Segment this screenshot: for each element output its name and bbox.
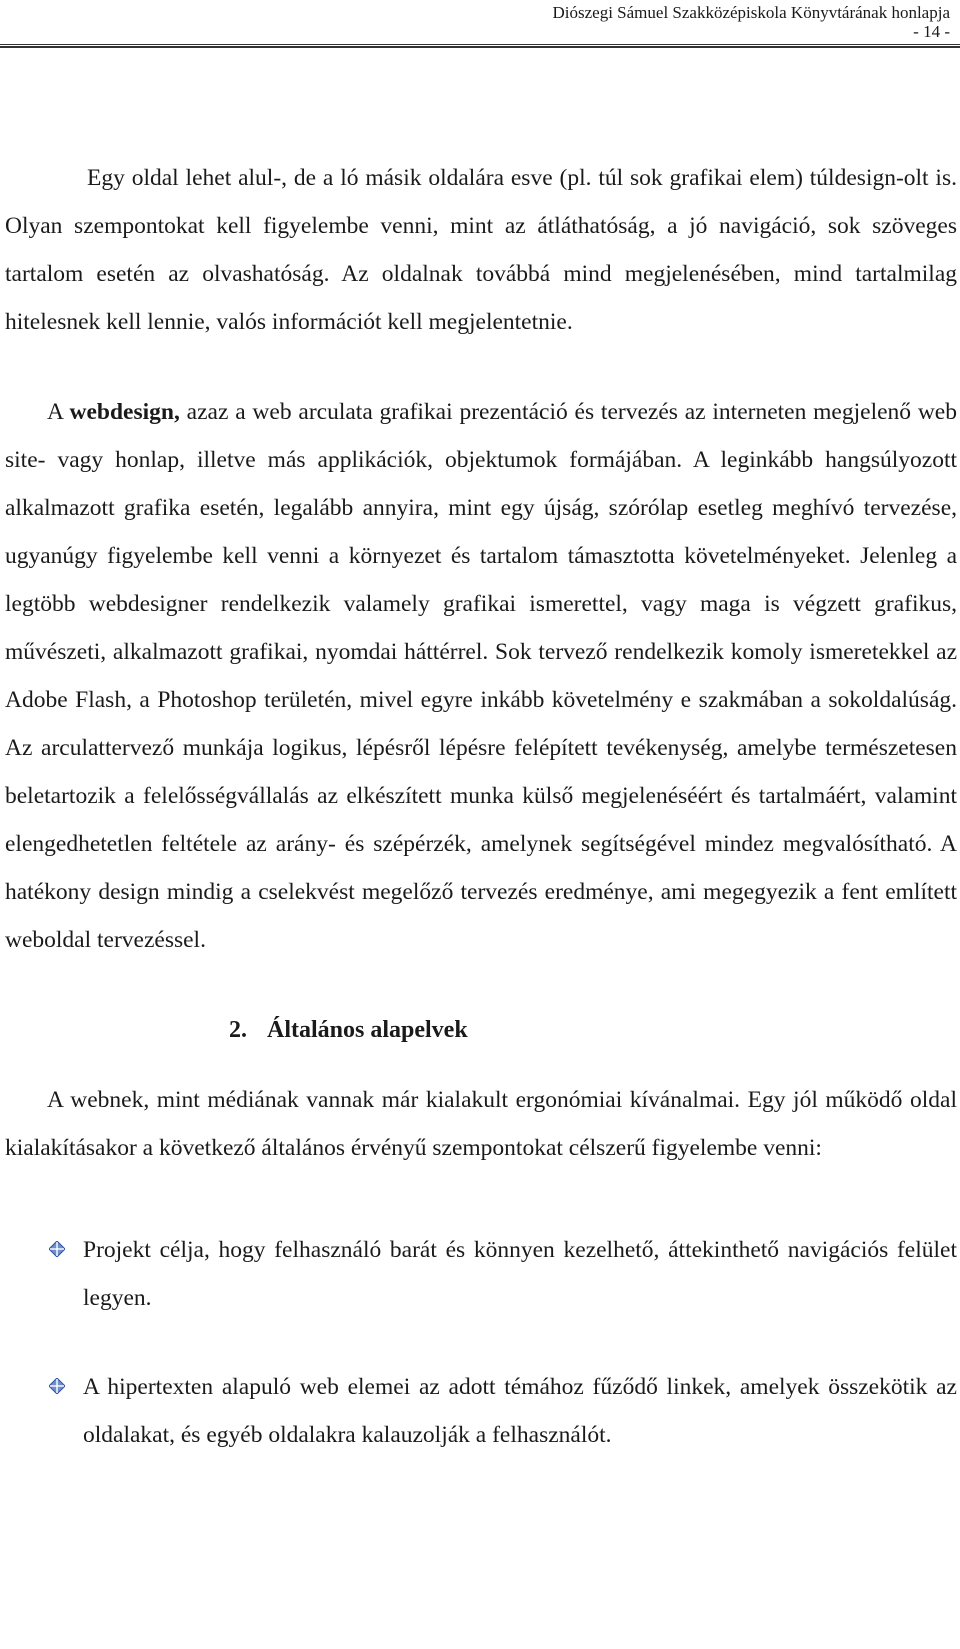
section-title: Általános alapelvek [267, 1017, 468, 1043]
page-header [0, 0, 960, 48]
paragraph-2 [5, 388, 957, 964]
page-number: - 14 - [913, 22, 950, 41]
paragraph-2-lead: A [47, 399, 70, 425]
paragraph-2-rest: azaz a web arculata grafikai prezentáció és tervezés az interneten megjelenő web site- vagy honlap, illetve más applikációk, objektumok formájában. A leginkább hangsúlyozott alkalmazott grafika esetén, legalább annyira, mint egy újság, szórólap esetleg meghívó tervezése, ugyanúgy figyelembe kell venni a környezet és tartalom támasztotta követelményeket. Jelenleg a legtöbb webdesigner rendelkezik valamely grafikai ismerettel, vagy maga is végzett grafikus, művészeti, alkalmazott grafikai, nyomdai háttérrel. Sok tervező rendelkezik komoly ismeretekkel az Adobe Flash, a Photoshop területén, mivel egyre inkább követelmény e szakmában a sokoldalúság. Az arculattervező munkája logikus, lépésről lépésre felépített tevékenység, amelybe természetesen beletartozik a felelősségvállalás az elkészített munka külső megjelenéséért és tartalmáért, valamint elengedhetetlen feltétele az arány- és szépérzék, amelynek segítségével mindez megvalósítható. A hatékony design mindig a cselekvést megelőző tervezés eredménye, ami megegyezik a fent említett weboldal tervezéssel. [5, 399, 957, 953]
paragraph-1: Egy oldal lehet alul-, de a ló másik oldalára esve (pl. túl sok grafikai elem) túldesign-olt is. Olyan szempontokat kell figyelembe venni, mint az átláthatóság, a jó navigáció, sok szöveges tartalom esetén az olvashatóság. Az oldalnak továbbá mind megjelenésében, mind tartalmilag hitelesnek kell lennie, valós információt kell megjelentetnie. [5, 165, 957, 335]
list-item-text: A hipertexten alapuló web elemei az adott témához fűződő linkek, amelyek összekötik az oldalakat, és egyéb oldalakra kalauzolják a felhasználót. [83, 1374, 957, 1448]
section-heading [5, 1012, 957, 1048]
list-item [5, 1226, 957, 1322]
header-title: Diószegi Sámuel Szakközépiskola Könyvtárának honlapja [552, 3, 950, 22]
list-item-text: Projekt célja, hogy felhasználó barát és könnyen kezelhető, áttekinthető navigációs felület legyen. [83, 1237, 957, 1311]
diamond-bullet-icon [49, 1378, 65, 1394]
header-rule [0, 44, 960, 48]
document-body [5, 154, 957, 1459]
webdesign-term: webdesign, [69, 399, 180, 425]
list-item [5, 1363, 957, 1459]
diamond-bullet-icon [49, 1241, 65, 1257]
section-number: 2. [229, 1017, 247, 1043]
section-intro: A webnek, mint médiának vannak már kialakult ergonómiai kívánalmai. Egy jól működő oldal kialakításakor a következő általános érvényű szempontokat célszerű figyelembe venni: [5, 1087, 957, 1161]
bullet-list [5, 1226, 957, 1459]
